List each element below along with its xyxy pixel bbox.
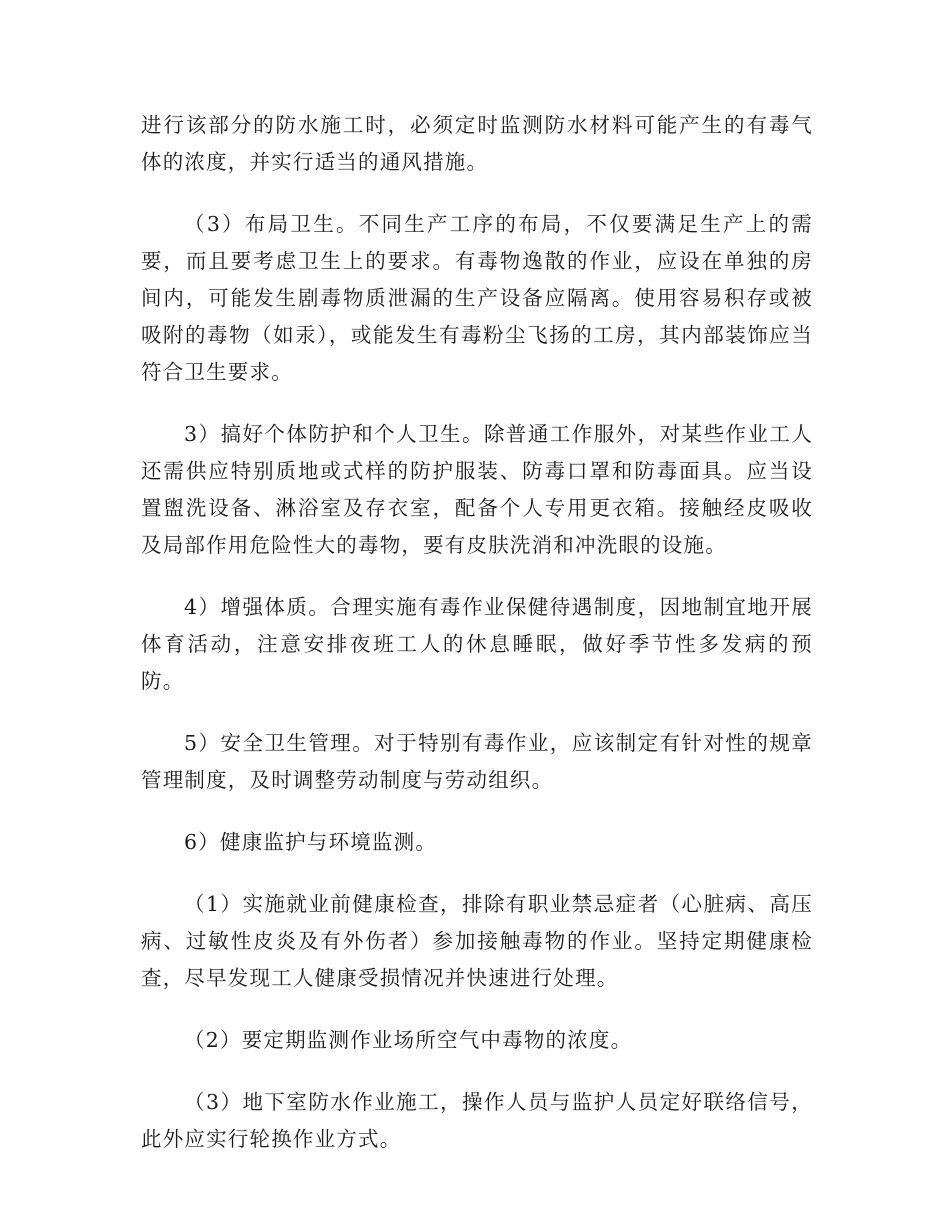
paragraph-safety-management: 5）安全卫生管理。对于特别有毒作业，应该制定有针对性的规章管理制度，及时调整劳动制度与劳动组织。 <box>141 731 813 792</box>
paragraph-layout-hygiene: （3）布局卫生。不同生产工序的布局，不仅要满足生产上的需要，而且要考虑卫生上的要求。有毒物逸散的作业，应设在单独的房间内，可能发生剧毒物质泄漏的生产设备应隔离。使用容易积存或被吸附的毒物（如汞），或能发生有毒粉尘飞扬的工房，其内部装饰应当符合卫生要求。 <box>141 212 813 384</box>
paragraph-pre-employment-check: （1）实施就业前健康检查，排除有职业禁忌症者（心脏病、高压病、过敏性皮炎及有外伤者）参加接触毒物的作业。坚持定期健康检查，尽早发现工人健康受损情况并快速进行处理。 <box>141 892 813 990</box>
paragraph-basement-waterproofing: （3）地下室防水作业施工，操作人员与监护人员定好联络信号，此外应实行轮换作业方式。 <box>141 1090 813 1151</box>
paragraph-physical-fitness: 4）增强体质。合理实施有毒作业保健待遇制度，因地制宜地开展体育活动，注意安排夜班工人的休息睡眠，做好季节性多发病的预防。 <box>141 595 813 693</box>
paragraph-air-monitoring: （2）要定期监测作业场所空气中毒物的浓度。 <box>184 1028 633 1052</box>
paragraph-personal-protection: 3）搞好个体防护和个人卫生。除普通工作服外，对某些作业工人还需供应特别质地或式样的防护服装、防毒口罩和防毒面具。应当设置盥洗设备、淋浴室及存衣室，配备个人专用更衣箱。接触经皮吸收及局部作用危险性大的毒物，要有皮肤洗消和冲洗眼的设施。 <box>141 422 813 557</box>
paragraph-health-monitoring: 6）健康监护与环境监测。 <box>184 830 437 854</box>
document-body <box>141 107 813 1183</box>
paragraph-ventilation: 进行该部分的防水施工时，必须定时监测防水材料可能产生的有毒气体的浓度，并实行适当的通风措施。 <box>141 113 813 174</box>
